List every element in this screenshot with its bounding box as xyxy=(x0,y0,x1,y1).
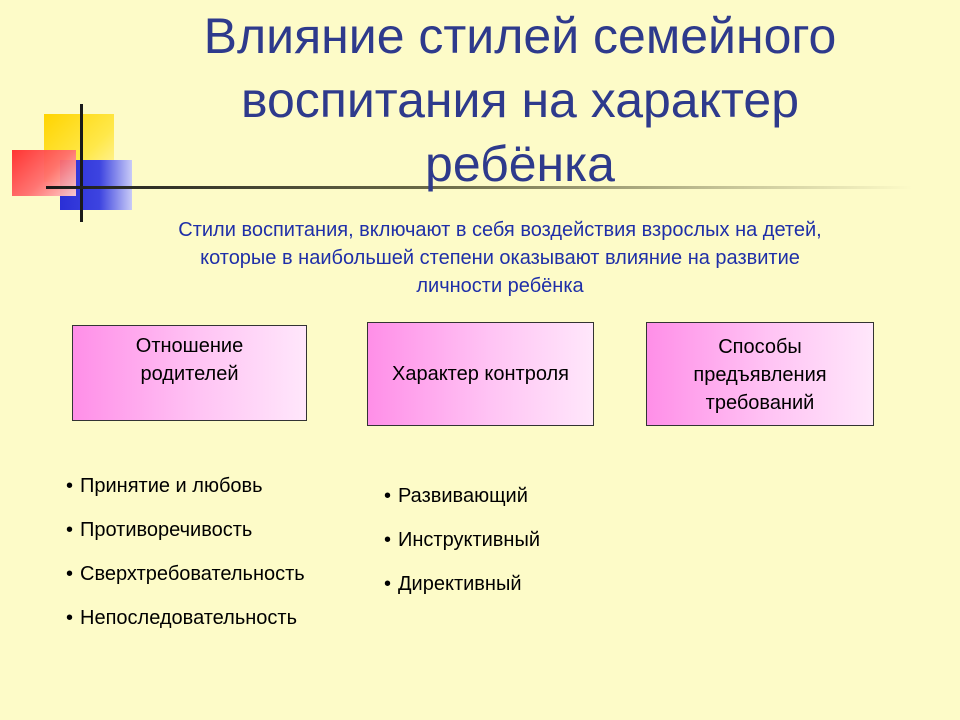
box-label-line: предъявления xyxy=(693,364,827,386)
box-control-type xyxy=(367,322,594,426)
list-item: • Непоследовательность xyxy=(64,596,305,640)
slide-subtitle xyxy=(90,216,910,300)
box-requirement-methods xyxy=(646,322,874,426)
subtitle-line: личности ребёнка xyxy=(416,275,584,297)
list-item: • Развивающий xyxy=(382,474,540,518)
list-item: • Принятие и любовь xyxy=(64,464,305,508)
list-item: • Противоречивость xyxy=(64,508,305,552)
decor-vertical-line xyxy=(80,104,83,222)
box-label-line: требований xyxy=(705,392,815,414)
list-item: • Директивный xyxy=(382,562,540,606)
control-list xyxy=(382,474,540,606)
subtitle-line: которые в наибольшей степени оказывают влияние на развитие xyxy=(200,247,800,269)
box-label-line: Отношение xyxy=(135,335,244,357)
box-label-line: родителей xyxy=(140,363,239,385)
title-line: Влияние стилей семейного xyxy=(203,8,837,64)
box-label-line: Способы xyxy=(718,336,802,358)
list-item: • Сверхтребовательность xyxy=(64,552,305,596)
title-line: воспитания на характер xyxy=(240,72,800,128)
decor-red-square xyxy=(12,150,76,196)
box-label-line: Характер контроля xyxy=(391,363,570,385)
subtitle-line: Стили воспитания, включают в себя воздействия взрослых на детей, xyxy=(178,219,822,241)
list-item: • Инструктивный xyxy=(382,518,540,562)
attitude-list xyxy=(64,464,305,640)
box-parent-attitude xyxy=(72,325,307,421)
slide-title xyxy=(130,4,910,196)
title-line: ребёнка xyxy=(425,136,615,192)
